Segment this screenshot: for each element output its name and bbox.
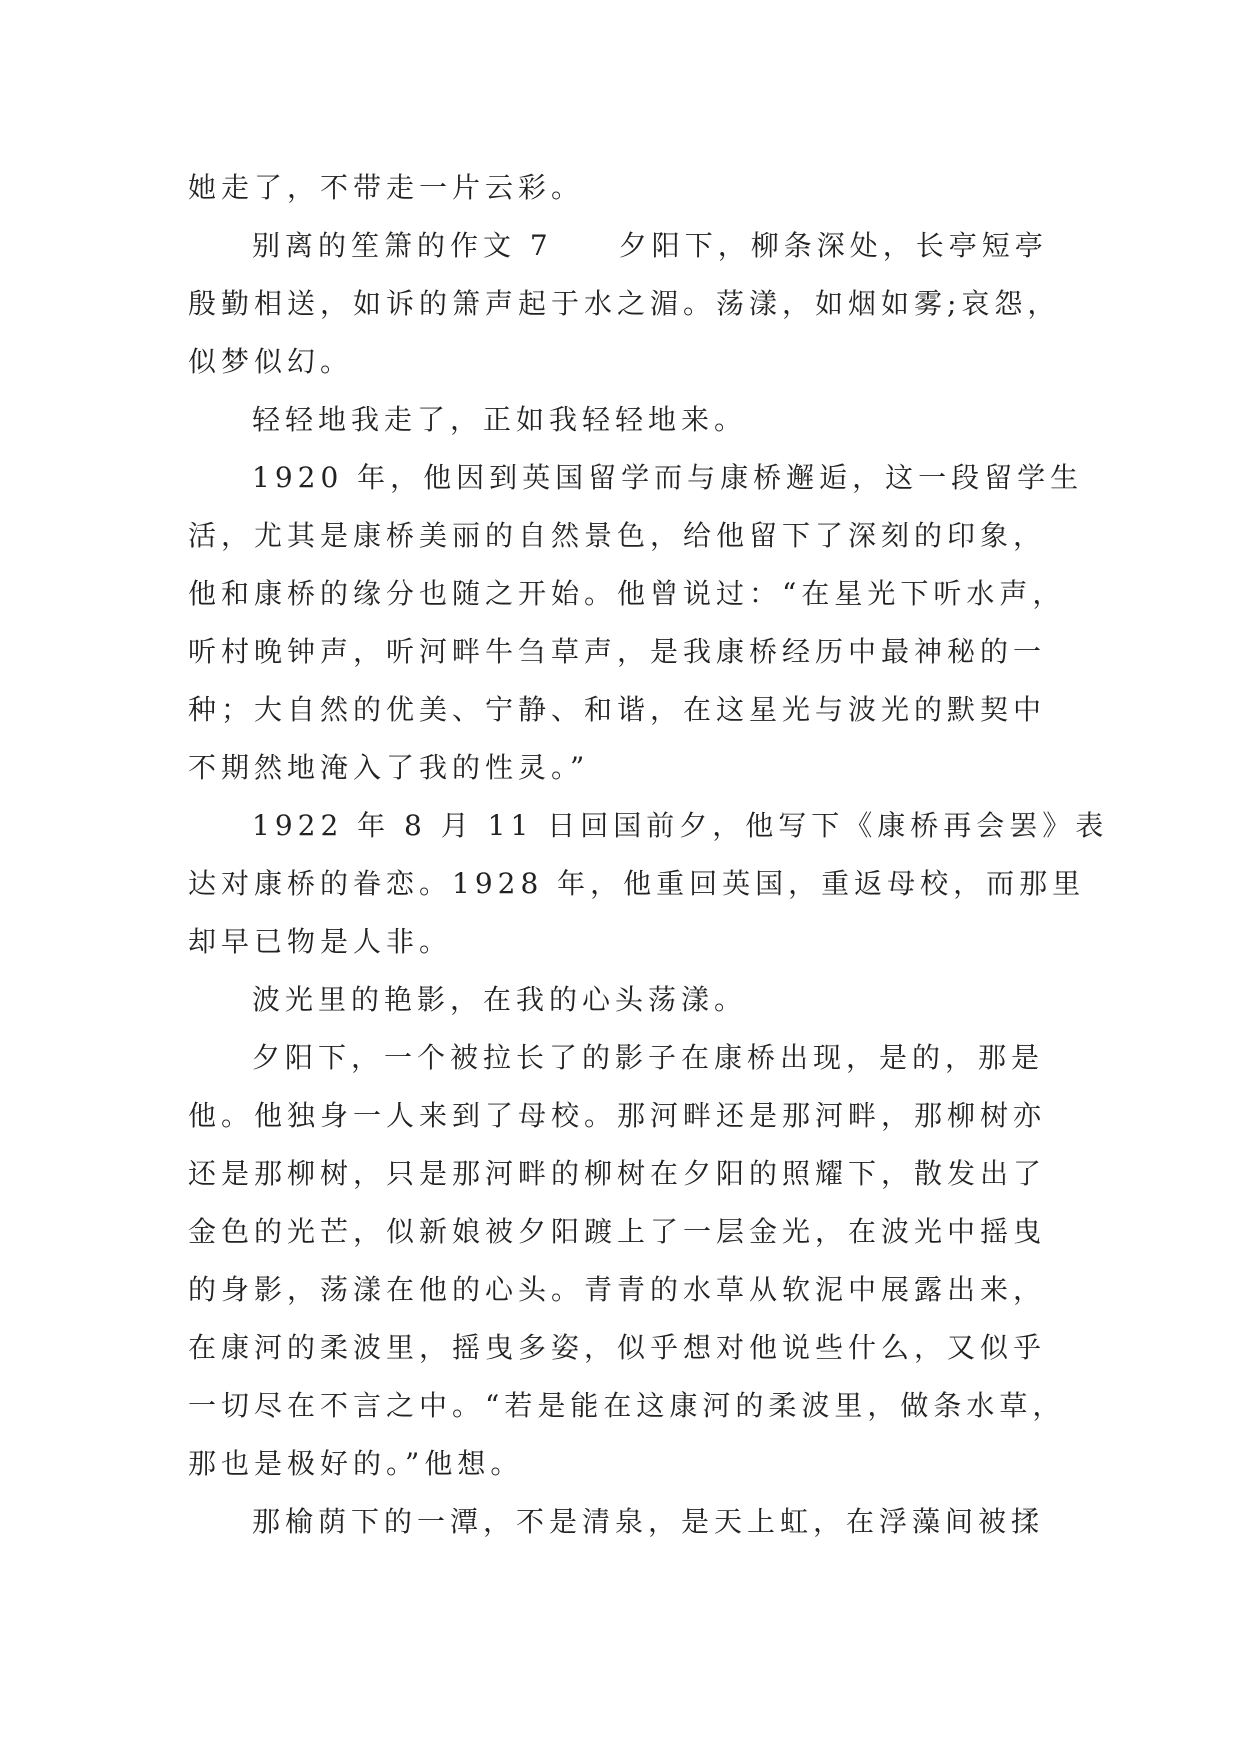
text-line: 还是那柳树，只是那河畔的柳树在夕阳的照耀下，散发出了 bbox=[188, 1157, 1047, 1190]
text-line: 不期然地淹入了我的性灵。” bbox=[188, 751, 590, 784]
text-line: 1920 年，他因到英国留学而与康桥邂逅，这一段留学生 bbox=[252, 461, 1084, 494]
text-line: 在康河的柔波里，摇曳多姿，似乎想对他说些什么，又似乎 bbox=[188, 1331, 1047, 1364]
text-line: 那也是极好的。”他想。 bbox=[188, 1447, 524, 1480]
text-line: 那榆荫下的一潭，不是清泉，是天上虹，在浮藻间被揉 bbox=[252, 1505, 1045, 1538]
text-line: 别离的笙箫的作文 7 夕阳下，柳条深处，长亭短亭 bbox=[252, 229, 1048, 262]
text-line: 1922 年 8 月 11 日回国前夕，他写下《康桥再会罢》表 bbox=[252, 809, 1109, 842]
text-line: 却早已物是人非。 bbox=[188, 925, 453, 958]
text-line: 听村晚钟声，听河畔牛刍草声，是我康桥经历中最神秘的一 bbox=[188, 635, 1047, 668]
text-line: 的身影，荡漾在他的心头。青青的水草从软泥中展露出来， bbox=[188, 1273, 1047, 1306]
text-line: 活，尤其是康桥美丽的自然景色，给他留下了深刻的印象， bbox=[188, 519, 1047, 552]
text-line: 夕阳下，一个被拉长了的影子在康桥出现，是的，那是 bbox=[252, 1041, 1045, 1074]
text-line: 他。他独身一人来到了母校。那河畔还是那河畔，那柳树亦 bbox=[188, 1099, 1047, 1132]
text-line: 殷勤相送，如诉的箫声起于水之湄。荡漾，如烟如雾;哀怨， bbox=[188, 287, 1061, 320]
text-line: 达对康桥的眷恋。1928 年，他重回英国，重返母校，而那里 bbox=[188, 867, 1086, 900]
text-line: 种；大自然的优美、宁静、和谐，在这星光与波光的默契中 bbox=[188, 693, 1047, 726]
text-line: 轻轻地我走了，正如我轻轻地来。 bbox=[252, 403, 748, 436]
text-line: 他和康桥的缘分也随之开始。他曾说过：“在星光下听水声， bbox=[188, 577, 1066, 610]
essay-body bbox=[188, 159, 1109, 1551]
text-line: 波光里的艳影，在我的心头荡漾。 bbox=[252, 983, 748, 1016]
text-line: 似梦似幻。 bbox=[188, 345, 354, 378]
text-line: 她走了，不带走一片云彩。 bbox=[188, 171, 585, 204]
text-line: 一切尽在不言之中。“若是能在这康河的柔波里，做条水草， bbox=[188, 1389, 1066, 1422]
text-line: 金色的光芒，似新娘被夕阳踱上了一层金光，在波光中摇曳 bbox=[188, 1215, 1047, 1248]
